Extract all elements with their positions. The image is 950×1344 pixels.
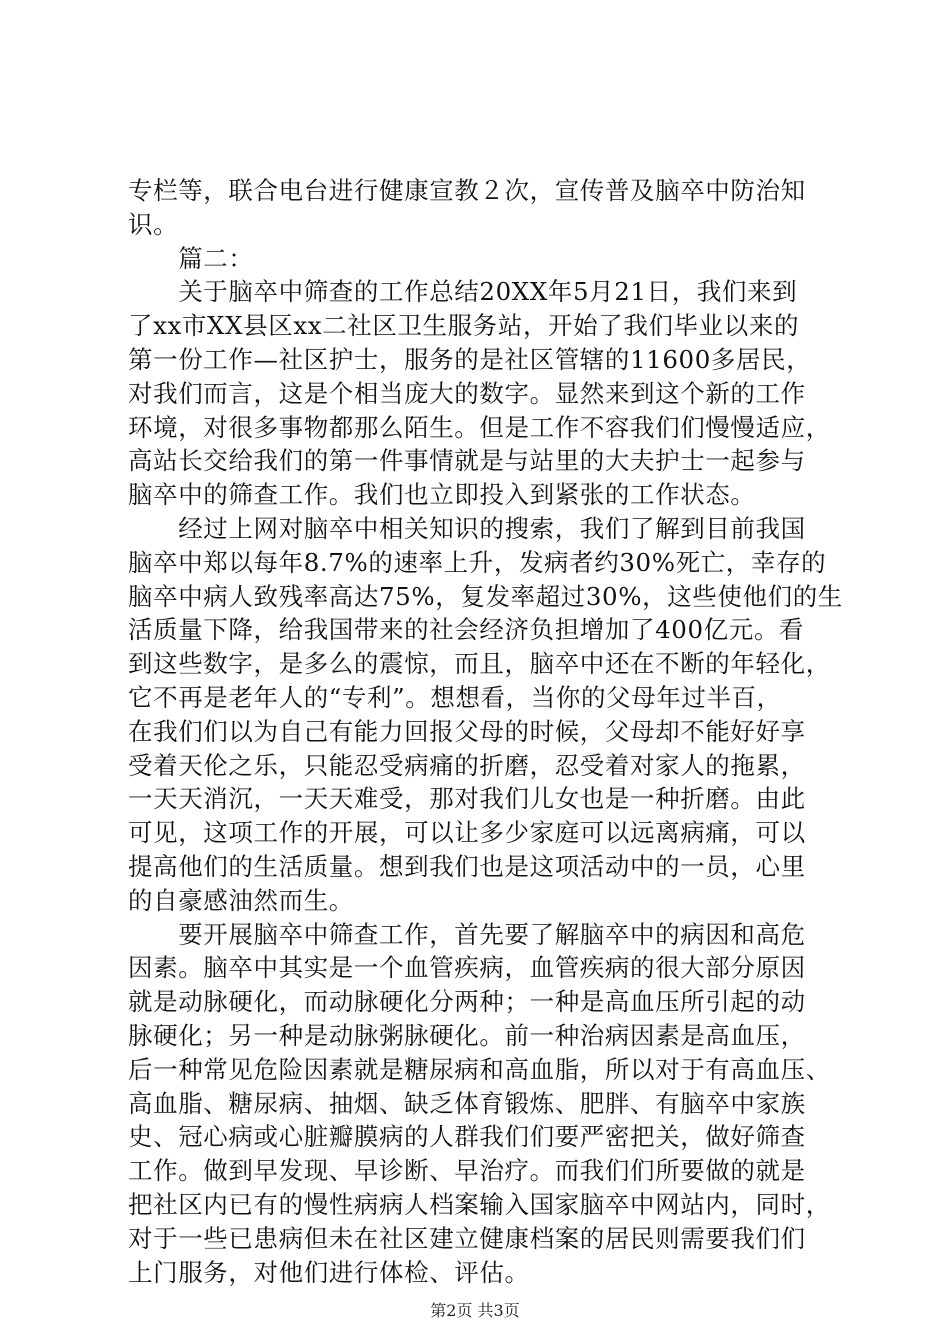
text-line: 后一种常见危险因素就是糖尿病和高血脂，所以对于有高血压、: [128, 1054, 831, 1084]
text-line: 第一份工作—社区护士，服务的是社区管辖的11600多居民，: [128, 344, 812, 374]
text-line: 高血脂、糖尿病、抽烟、缺乏体育锻炼、肥胖、有脑卒中家族: [128, 1088, 806, 1118]
text-line: 一天天消沉，一天天难受，那对我们儿女也是一种折磨。由此: [128, 784, 806, 814]
text-line: 脑卒中病人致残率高达75%，复发率超过30%，这些使他们的生: [128, 581, 843, 611]
text-line: 识。: [128, 209, 179, 239]
text-line: 史、冠心病或心脏瓣膜病的人群我们们要严密把关，做好筛查: [128, 1122, 806, 1152]
text-line: 了xx市XX县区xx二社区卫生服务站，开始了我们毕业以来的: [128, 311, 800, 341]
text-line: 环境，对很多事物都那么陌生。但是工作不容我们们慢慢适应，: [128, 412, 831, 442]
text-line: 提高他们的生活质量。想到我们也是这项活动中的一员，心里: [128, 851, 806, 881]
text-line: 的自豪感油然而生。: [128, 885, 354, 915]
text-line: 就是动脉硬化，而动脉硬化分两种；一种是高血压所引起的动: [128, 987, 806, 1017]
text-line: 因素。脑卒中其实是一个血管疾病，血管疾病的很大部分原因: [128, 953, 806, 983]
text-line: 经过上网对脑卒中相关知识的搜索，我们了解到目前我国: [128, 513, 806, 543]
text-line: 工作。做到早发现、早诊断、早治疗。而我们们所要做的就是: [128, 1156, 806, 1186]
text-line: 活质量下降，给我国带来的社会经济负担增加了400亿元。看: [128, 615, 805, 645]
page-number-footer: 第2页 共3页: [430, 1301, 520, 1320]
text-line: 关于脑卒中筛查的工作总结20XX年5月21日，我们来到: [128, 277, 798, 307]
section-heading: 篇二：: [128, 243, 254, 273]
text-line: 高站长交给我们的第一件事情就是与站里的大夫护士一起参与: [128, 446, 806, 476]
text-line: 在我们们以为自己有能力回报父母的时候，父母却不能好好享: [128, 716, 806, 746]
text-line: 专栏等，联合电台进行健康宣教２次，宣传普及脑卒中防治知: [128, 176, 806, 205]
text-line: 对我们而言，这是个相当庞大的数字。显然来到这个新的工作: [128, 378, 806, 408]
text-line: 脉硬化；另一种是动脉粥脉硬化。前一种治病因素是高血压，: [128, 1020, 806, 1050]
text-line: 上门服务，对他们进行体检、评估。: [128, 1257, 530, 1287]
text-line: 脑卒中郑以每年8.7%的速率上升，发病者约30%死亡，幸存的: [128, 547, 827, 577]
text-line: 到这些数字，是多么的震惊，而且，脑卒中还在不断的年轻化，: [128, 649, 831, 679]
text-line: 对于一些已患病但未在社区建立健康档案的居民则需要我们们: [128, 1223, 806, 1253]
text-line: 要开展脑卒中筛查工作，首先要了解脑卒中的病因和高危: [128, 919, 806, 949]
text-line: 可见，这项工作的开展，可以让多少家庭可以远离病痛，可以: [128, 818, 806, 848]
text-line: 把社区内已有的慢性病病人档案输入国家脑卒中网站内，同时，: [128, 1189, 831, 1219]
text-line: 受着天伦之乐，只能忍受病痛的折磨，忍受着对家人的拖累，: [128, 750, 806, 780]
text-line: 脑卒中的筛查工作。我们也立即投入到紧张的工作状态。: [128, 480, 756, 510]
document-body: [128, 174, 843, 1289]
text-line: 它不再是老年人的“专利”。想想看，当你的父母年过半百，: [128, 682, 782, 712]
